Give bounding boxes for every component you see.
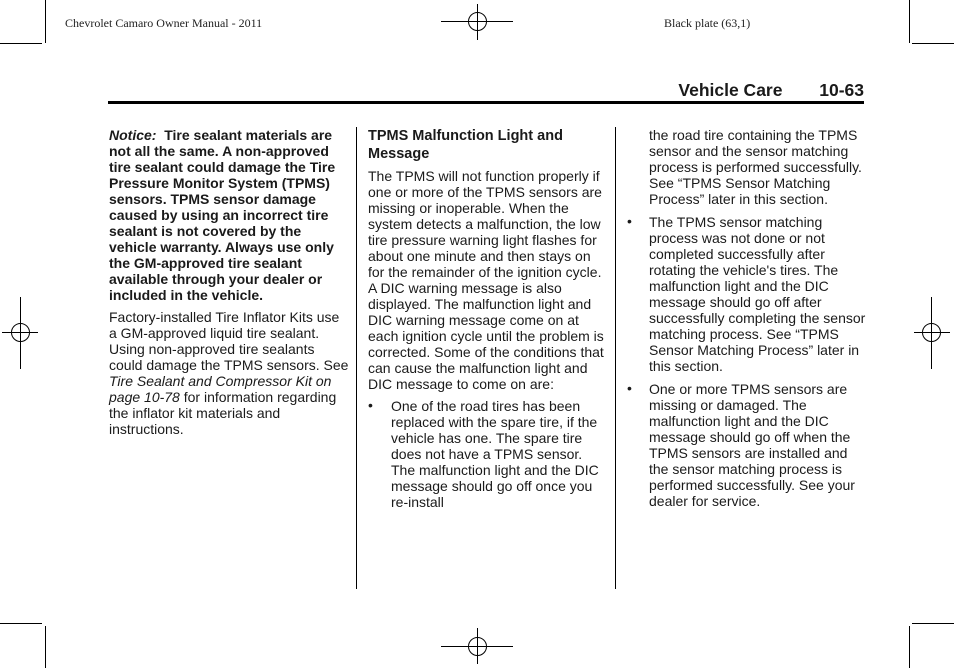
slug-title: Chevrolet Camaro Owner Manual - 2011: [65, 16, 263, 30]
bullet-continuation: the road tire containing the TPMS sensor and the sensor matching process is performed successfully. See “TPMS Sensor Matching Process” later in this section.: [649, 127, 862, 207]
slug-plate: Black plate (63,1): [664, 16, 751, 30]
column-divider-2: [615, 127, 616, 589]
crop-mark-tr-h: [912, 43, 954, 44]
crop-mark-bl-h: [0, 623, 42, 624]
section-heading: TPMS Malfunction Light and Message: [368, 128, 563, 162]
header-rule: [108, 101, 864, 104]
crop-mark-br-h: [912, 623, 954, 624]
bullet-item: • One or more TPMS sensors are missing or damaged. The malfunction light and the DIC message should go off when the TPMS sensors are installed and the sensor matching process is performed successfully. See your dealer for service.: [627, 380, 855, 509]
bullet-marker: •: [627, 380, 632, 396]
column-2: [368, 127, 606, 510]
column-3: [627, 127, 869, 509]
crop-mark-bl-v: [45, 626, 46, 668]
page-number: 10-63: [819, 80, 864, 100]
notice-text: Tire sealant materials are not all the same. A non-approved tire sealant could damage the Tire Pressure Monitor System (TPMS) sensors. TPMS sensor damage caused by using an incorrect tire sealant is not covered by the vehicle warranty. Always use only the GM-approved tire sealant available through your dealer or included in the vehicle.: [109, 127, 336, 303]
malfunction-paragraph: The TPMS will not function properly if one or more of the TPMS sensors are missing or inoperable. When the system detects a malfunction, the low tire pressure warning light flashes for about one minute and then stays on for the remainder of the ignition cycle. A DIC warning message is also displayed. The malfunction light and DIC warning message come on at each ignition cycle until the problem is corrected. Some of the conditions that can cause the malfunction light and DIC message to come on are:: [368, 168, 604, 392]
bullet-item: • The TPMS sensor matching process was not done or not completed successfully after rotating the vehicle's tires. The malfunction light and the DIC message should go off after successfully completing the sensor matching process. See “TPMS Sensor Matching Process” later in this section.: [627, 213, 866, 374]
crop-mark-tl-h: [0, 43, 42, 44]
crop-mark-tr-v: [909, 0, 910, 43]
section-title: Vehicle Care: [678, 80, 783, 100]
column-1: [109, 127, 349, 437]
column-divider-1: [356, 127, 357, 589]
notice-label: Notice:: [109, 127, 157, 143]
bullet-marker: •: [627, 213, 632, 229]
crop-mark-br-v: [909, 626, 910, 668]
running-header: [678, 80, 864, 101]
inflator-kit-paragraph: Factory-installed Tire Inflator Kits use a GM-approved liquid tire sealant. Using non-approved tire sealants could damage the TPMS sensors. See Tire Sealant and Compressor Kit on page 10-78 for information regarding the inflator kit materials and instructions.: [109, 309, 349, 437]
bullet-marker: •: [368, 397, 373, 413]
crop-mark-tl-v: [45, 0, 46, 43]
notice-paragraph: [109, 127, 349, 303]
cross-reference-link[interactable]: Tire Sealant and Compressor Kit on page 10-78: [109, 373, 332, 405]
bullet-item: • One of the road tires has been replaced with the spare tire, if the vehicle has one. The spare tire does not have a TPMS sensor. The malfunction light and the DIC message should go off once you re-install: [368, 397, 599, 510]
